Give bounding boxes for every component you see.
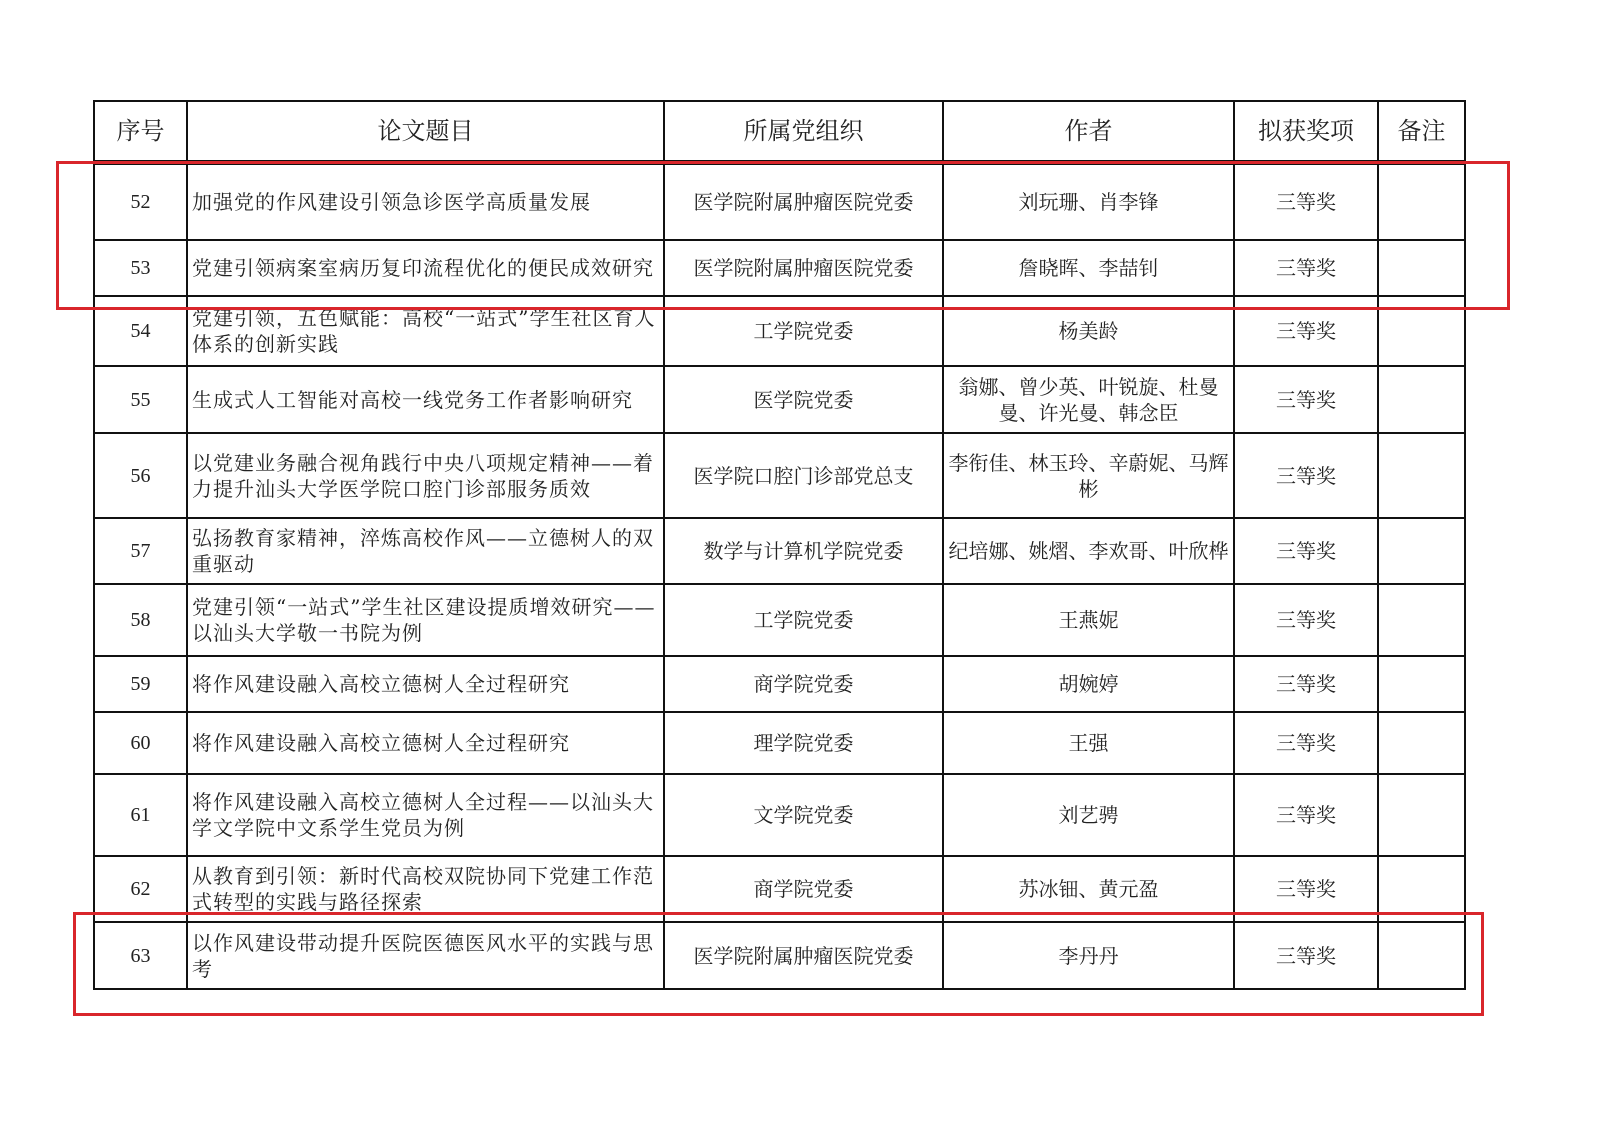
header-title: 论文题目	[187, 101, 664, 163]
party-organization-cell: 医学院口腔门诊部党总支	[664, 433, 943, 518]
party-organization-cell: 理学院党委	[664, 712, 943, 774]
note-cell	[1378, 296, 1465, 366]
table-row	[94, 584, 1465, 656]
table-row	[94, 712, 1465, 774]
party-organization-cell: 数学与计算机学院党委	[664, 518, 943, 584]
authors-cell: 王强	[943, 712, 1234, 774]
table-row	[94, 296, 1465, 366]
note-cell	[1378, 433, 1465, 518]
table-row	[94, 433, 1465, 518]
row-number-cell: 52	[94, 163, 187, 241]
party-organization-cell: 医学院附属肿瘤医院党委	[664, 240, 943, 296]
authors-cell: 刘艺骋	[943, 774, 1234, 856]
table-row	[94, 163, 1465, 241]
authors-cell: 刘玩珊、肖李锋	[943, 163, 1234, 241]
note-cell	[1378, 856, 1465, 922]
authors-cell: 纪培娜、姚熠、李欢哥、叶欣桦	[943, 518, 1234, 584]
award-cell: 三等奖	[1234, 366, 1378, 433]
row-number-cell: 60	[94, 712, 187, 774]
note-cell	[1378, 163, 1465, 241]
table-row	[94, 774, 1465, 856]
party-organization-cell: 医学院附属肿瘤医院党委	[664, 163, 943, 241]
paper-title-cell: 将作风建设融入高校立德树人全过程研究	[187, 656, 664, 712]
award-cell: 三等奖	[1234, 856, 1378, 922]
authors-cell: 李衔佳、林玉玲、辛蔚妮、马辉彬	[943, 433, 1234, 518]
header-note: 备注	[1378, 101, 1465, 163]
table-row	[94, 366, 1465, 433]
note-cell	[1378, 922, 1465, 989]
party-organization-cell: 医学院附属肿瘤医院党委	[664, 922, 943, 989]
authors-cell: 胡婉婷	[943, 656, 1234, 712]
row-number-cell: 54	[94, 296, 187, 366]
paper-title-cell: 党建引领病案室病历复印流程优化的便民成效研究	[187, 240, 664, 296]
party-organization-cell: 医学院党委	[664, 366, 943, 433]
note-cell	[1378, 712, 1465, 774]
note-cell	[1378, 774, 1465, 856]
header-org: 所属党组织	[664, 101, 943, 163]
authors-cell: 杨美龄	[943, 296, 1234, 366]
paper-title-cell: 生成式人工智能对高校一线党务工作者影响研究	[187, 366, 664, 433]
note-cell	[1378, 240, 1465, 296]
row-number-cell: 62	[94, 856, 187, 922]
authors-cell: 李丹丹	[943, 922, 1234, 989]
party-organization-cell: 工学院党委	[664, 296, 943, 366]
paper-title-cell: 将作风建设融入高校立德树人全过程研究	[187, 712, 664, 774]
row-number-cell: 61	[94, 774, 187, 856]
row-number-cell: 57	[94, 518, 187, 584]
authors-cell: 翁娜、曾少英、叶锐旋、杜曼曼、许光曼、韩念臣	[943, 366, 1234, 433]
row-number-cell: 53	[94, 240, 187, 296]
row-number-cell: 59	[94, 656, 187, 712]
header-row	[94, 101, 1465, 163]
paper-title-cell: 加强党的作风建设引领急诊医学高质量发展	[187, 163, 664, 241]
party-organization-cell: 文学院党委	[664, 774, 943, 856]
authors-cell: 王燕妮	[943, 584, 1234, 656]
award-cell: 三等奖	[1234, 433, 1378, 518]
award-cell: 三等奖	[1234, 296, 1378, 366]
row-number-cell: 63	[94, 922, 187, 989]
award-cell: 三等奖	[1234, 712, 1378, 774]
award-table	[93, 100, 1466, 990]
party-organization-cell: 商学院党委	[664, 856, 943, 922]
paper-title-cell: 以作风建设带动提升医院医德医风水平的实践与思考	[187, 922, 664, 989]
award-cell: 三等奖	[1234, 240, 1378, 296]
paper-title-cell: 党建引领，五色赋能：高校“一站式”学生社区育人体系的创新实践	[187, 296, 664, 366]
award-cell: 三等奖	[1234, 163, 1378, 241]
paper-title-cell: 将作风建设融入高校立德树人全过程——以汕头大学文学院中文系学生党员为例	[187, 774, 664, 856]
note-cell	[1378, 656, 1465, 712]
header-award: 拟获奖项	[1234, 101, 1378, 163]
note-cell	[1378, 584, 1465, 656]
authors-cell: 苏冰钿、黄元盈	[943, 856, 1234, 922]
header-authors: 作者	[943, 101, 1234, 163]
table-row	[94, 240, 1465, 296]
table-row	[94, 922, 1465, 989]
row-number-cell: 58	[94, 584, 187, 656]
table-row	[94, 518, 1465, 584]
note-cell	[1378, 366, 1465, 433]
paper-title-cell: 弘扬教育家精神，淬炼高校作风——立德树人的双重驱动	[187, 518, 664, 584]
award-cell: 三等奖	[1234, 584, 1378, 656]
paper-title-cell: 从教育到引领：新时代高校双院协同下党建工作范式转型的实践与路径探索	[187, 856, 664, 922]
row-number-cell: 55	[94, 366, 187, 433]
note-cell	[1378, 518, 1465, 584]
row-number-cell: 56	[94, 433, 187, 518]
table-row	[94, 856, 1465, 922]
table-row	[94, 656, 1465, 712]
party-organization-cell: 工学院党委	[664, 584, 943, 656]
header-no: 序号	[94, 101, 187, 163]
paper-title-cell: 以党建业务融合视角践行中央八项规定精神——着力提升汕头大学医学院口腔门诊部服务质效	[187, 433, 664, 518]
authors-cell: 詹晓晖、李喆钊	[943, 240, 1234, 296]
award-cell: 三等奖	[1234, 518, 1378, 584]
award-cell: 三等奖	[1234, 774, 1378, 856]
award-cell: 三等奖	[1234, 922, 1378, 989]
paper-title-cell: 党建引领“一站式”学生社区建设提质增效研究——以汕头大学敬一书院为例	[187, 584, 664, 656]
party-organization-cell: 商学院党委	[664, 656, 943, 712]
award-cell: 三等奖	[1234, 656, 1378, 712]
